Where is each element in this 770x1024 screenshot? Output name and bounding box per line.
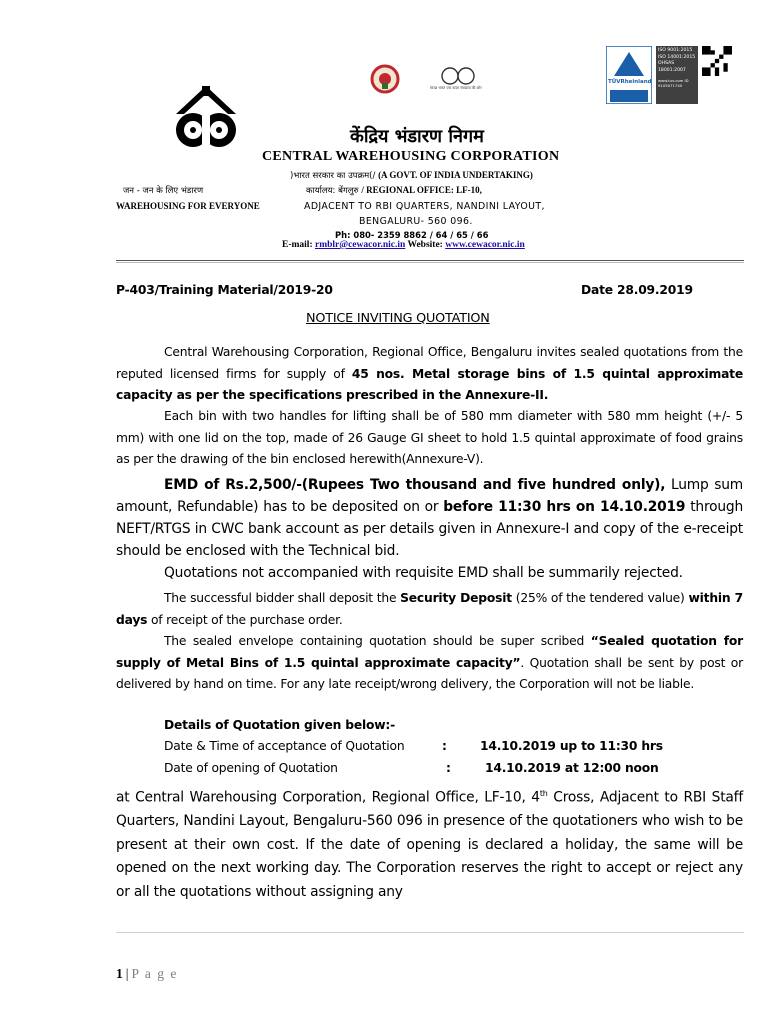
cert-line: ISO 14001:2015 xyxy=(658,54,696,60)
reference-number: P-403/Training Material/2019-20 xyxy=(116,283,333,297)
paragraph-7 xyxy=(116,782,743,905)
para7-sup: th xyxy=(539,789,548,798)
paragraph-5 xyxy=(116,588,743,631)
para7-text-2: Cross, Adjacent to RBI Staff Quarters, Nandini Layout, Bengaluru-560 096 in presence of the quotationers who wish to be present at their own cost. If the date of opening is declared a holiday, the same will be opened on the next working day. The Corporation reserves the right to accept or reject any or all the quotations without assigning any xyxy=(116,789,743,900)
page-label: P a g e xyxy=(131,966,178,981)
qr-code-icon xyxy=(702,46,732,76)
paragraph-1 xyxy=(116,342,743,407)
office-line xyxy=(306,185,482,196)
para6-superscription: “Sealed quotation for supply of Metal Bins of 1.5 quintal approximate capacity” xyxy=(116,634,744,670)
details-row xyxy=(164,761,338,775)
para6-text: The sealed envelope containing quotation should be super scribed xyxy=(164,634,591,648)
contact-line xyxy=(282,240,525,250)
certification-badge xyxy=(606,46,746,106)
para1-bold: 45 nos. Metal storage bins of 1.5 quintal approximate capacity as per the specifications prescribed in the Annexure-II. xyxy=(116,366,743,402)
para2-text: Each bin with two handles for lifting shall be of 580 mm diameter with 580 mm height (+/- 5 mm) with one lid on the top, made of 26 Gauge GI sheet to hold 1.5 quintal approximate of food grains as per the drawing of the bin enclosed herewith(Annexure-V). xyxy=(116,409,743,466)
details-colon: : xyxy=(446,761,451,775)
para3-text: Lump sum amount, Refundable) has to be deposited on or xyxy=(116,477,744,515)
emblem-logo xyxy=(370,64,400,94)
para7-text: at Central Warehousing Corporation, Regional Office, LF-10, 4 xyxy=(116,789,540,806)
para3-text-2: through NEFT/RTGS in CWC bank account as per details given in Annexure-I and copy of the e-receipt should be enclosed with the Technical bid. xyxy=(116,499,744,559)
para5-text-3: of receipt of the purchase order. xyxy=(147,612,343,627)
email-link[interactable]: rmblr@cewacor.nic.in xyxy=(314,240,406,250)
para5-security: Security Deposit xyxy=(400,591,512,605)
swachh-caption: स्वच्छ भारत एक कदम स्वच्छता की ओर xyxy=(430,86,482,90)
para3-deadline: before 11:30 hrs on 14.10.2019 xyxy=(443,499,686,515)
office-english: / REGIONAL OFFICE: LF-10, xyxy=(361,185,482,195)
cert-brand: TÜVRheinland xyxy=(608,79,652,85)
swachh-bharat-logo xyxy=(430,66,486,96)
notice-title: NOTICE INVITING QUOTATION xyxy=(306,311,490,326)
cwc-logo xyxy=(168,80,244,156)
cert-list xyxy=(656,46,698,104)
para5-text-2: (25% of the tendered value) xyxy=(511,591,689,605)
website-label: Website: xyxy=(407,240,443,250)
email-label: E-mail: xyxy=(282,240,313,250)
phone: Ph: 080- 2359 8862 / 64 / 65 / 66 xyxy=(335,230,489,240)
page-separator: | xyxy=(125,966,129,981)
english-title: CENTRAL WAREHOUSING CORPORATION xyxy=(262,149,560,164)
cert-line: 18001:2007 xyxy=(658,67,686,73)
paragraph-6 xyxy=(116,631,743,696)
hindi-title: केंद्रिय भंडारण निगम xyxy=(350,126,484,147)
paragraph-2 xyxy=(116,406,743,471)
tagline-english: WAREHOUSING FOR EVERYONE xyxy=(116,201,260,211)
details-heading: Details of Quotation given below:- xyxy=(164,718,396,732)
para1-text: Central Warehousing Corporation, Regional Office, Bengaluru invites sealed quotations from the reputed licensed firms for supply of xyxy=(116,345,743,381)
page-number: 1 xyxy=(116,966,123,981)
cert-line: ISO 9001:2015 xyxy=(658,48,693,53)
reference-date: Date 28.09.2019 xyxy=(581,283,693,297)
details-value: 14.10.2019 up to 11:30 hrs xyxy=(480,739,663,753)
cert-id: www.tuv.com ID 9105071740 xyxy=(658,78,689,89)
address-line1: ADJACENT TO RBI QUARTERS, NANDINI LAYOUT, xyxy=(304,201,545,212)
details-label: Date of opening of Quotation xyxy=(164,761,338,775)
details-value: 14.10.2019 at 12:00 noon xyxy=(485,761,659,775)
tagline-hindi: जन - जन के लिए भंडारण xyxy=(123,186,204,196)
header-divider xyxy=(116,260,744,263)
address-line2: BENGALURU- 560 096. xyxy=(359,216,473,227)
para6-text-2: . Quotation shall be sent by post or delivered by hand on time. For any late receipt/wrong delivery, the Corporation will not be liable. xyxy=(116,655,743,691)
footer-divider xyxy=(116,932,744,933)
details-row xyxy=(164,739,404,753)
paragraph-3 xyxy=(116,474,743,562)
para5-text: The successful bidder shall deposit the xyxy=(164,591,401,605)
paragraph-4: Quotations not accompanied with requisite EMD shall be summarily rejected. xyxy=(164,565,683,581)
page-footer xyxy=(116,966,178,982)
cert-line: OHSAS xyxy=(658,61,675,67)
details-label: Date & Time of acceptance of Quotation xyxy=(164,739,405,753)
govt-line-english: (A GOVT. OF INDIA UNDERTAKING) xyxy=(378,170,533,180)
govt-line xyxy=(290,170,533,181)
govt-line-hindi: )भारत सरकार का उपक्रम(/ xyxy=(290,171,376,181)
website-link[interactable]: www.cewacor.nic.in xyxy=(445,240,525,250)
details-colon: : xyxy=(442,739,447,753)
office-hindi: कार्यालय: बेंगलुरु xyxy=(306,186,359,196)
para5-days: within 7 days xyxy=(116,591,743,627)
para3-emd: EMD of Rs.2,500/-(Rupees Two thousand and five hundred only), xyxy=(164,477,666,493)
